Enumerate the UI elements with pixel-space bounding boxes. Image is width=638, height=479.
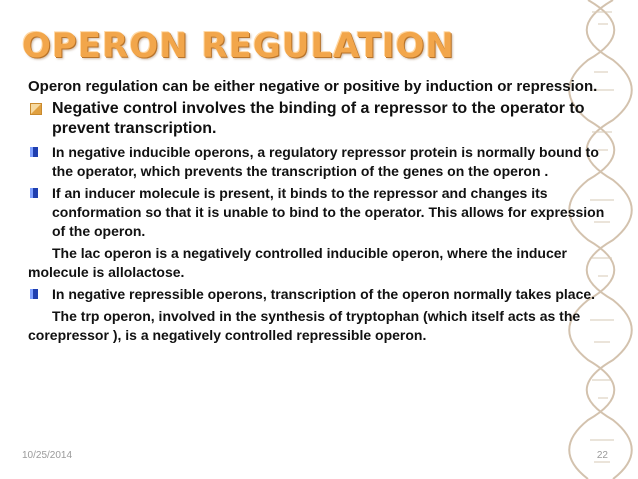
slide-body <box>28 77 618 347</box>
bullet-text: If an inducer molecule is present, it binds to the repressor and changes its conformation so that it is unable to bind to the operator. This allows for expression of the operon. <box>52 185 605 239</box>
bullet-text: In negative repressible operons, transcription of the operon normally takes place. <box>52 286 596 302</box>
footer-date: 10/25/2014 <box>22 450 73 461</box>
bullet-item <box>28 99 618 139</box>
bullet-text: Negative control involves the binding of a repressor to the operator to prevent transcription. <box>52 100 585 137</box>
paragraph-text: The lac operon is a negatively controlled inducible operon, where the inducer molecule is allolactose. <box>28 245 567 280</box>
bullet-item <box>28 184 618 241</box>
bullet-item <box>28 285 618 304</box>
intro-text: Operon regulation can be either negative or positive by induction or repression. <box>28 78 598 95</box>
bullet-text: In negative inducible operons, a regulatory repressor protein is normally bound to the operator, which prevents the transcription of the genes on the operon . <box>52 144 599 179</box>
paragraph-text: The trp operon, involved in the synthesis of tryptophan (which itself acts as the corepressor ), is a negatively controlled repressible operon. <box>28 308 581 343</box>
bullet-square-icon <box>30 289 38 299</box>
bullet-square-icon <box>30 188 38 198</box>
bullet-item <box>28 143 618 181</box>
slide-title: OPERON REGULATION <box>22 26 455 66</box>
bullet-square-icon <box>30 103 42 115</box>
bullet-square-icon <box>30 147 38 157</box>
slide-number: 22 <box>596 450 608 461</box>
